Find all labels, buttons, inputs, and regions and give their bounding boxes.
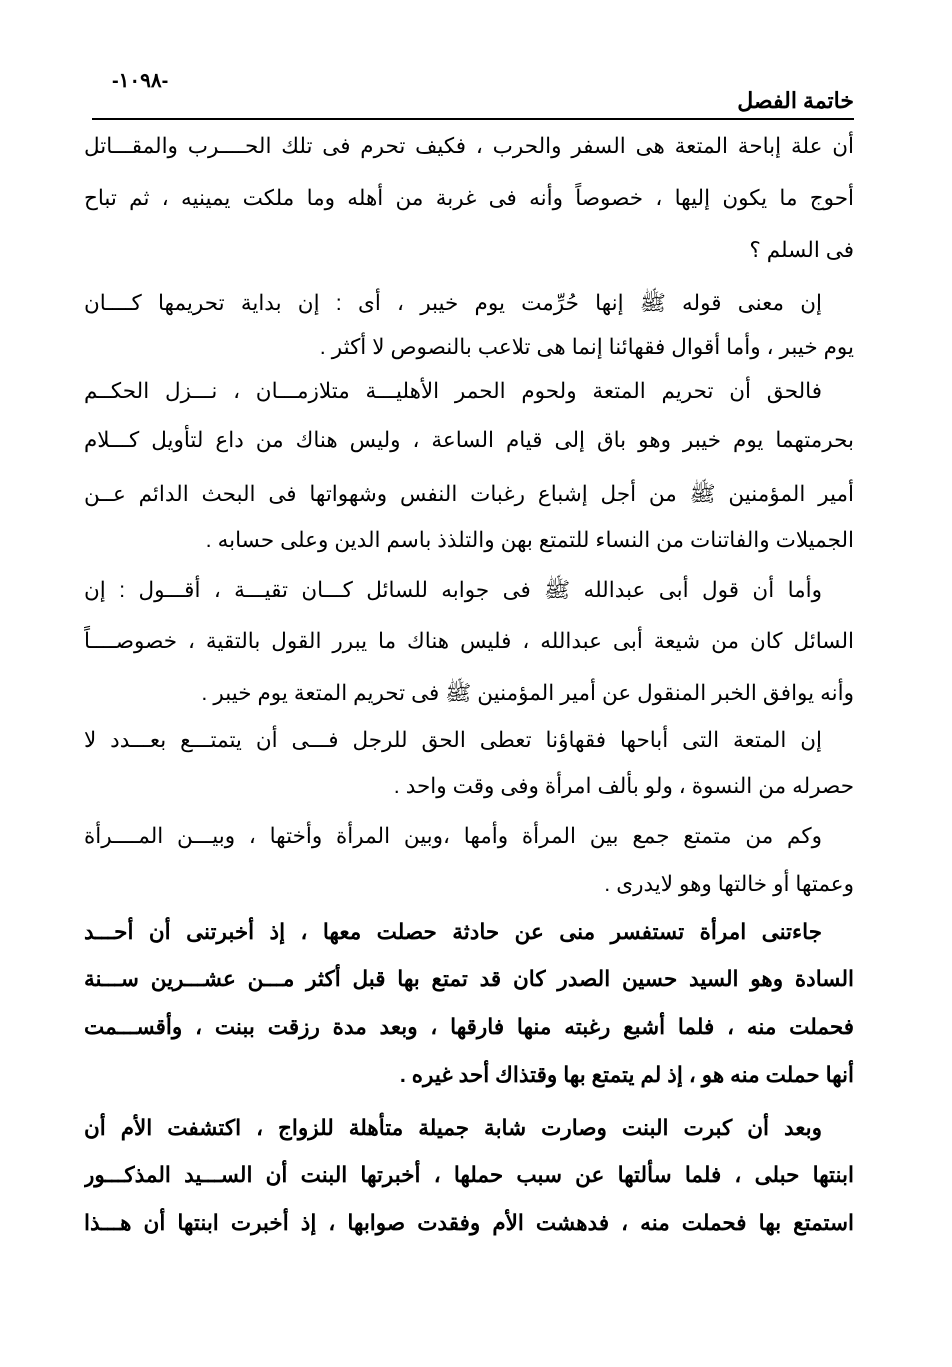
text-line: إن المتعة التى أباحها فقهاؤنا تعطى الحق للرجل فـــى أن يتمتـــع بعـــدد لا bbox=[84, 728, 822, 752]
text-line: يوم خيبر ، وأما أقوال فقهائنا إنما هى تلاعب بالنصوص لا أكثر . bbox=[319, 335, 854, 359]
text-line: فى السلم ؟ bbox=[749, 238, 854, 262]
text-line: وعمتها أو خالتها وهو لايدرى . bbox=[604, 872, 854, 896]
page-number: -١٠٩٨- bbox=[112, 70, 169, 92]
text-line: أحوج ما يكون إليها ، خصوصاً وأنه فى غربة من أهله وما ملكت يمينيه ، ثم تباح bbox=[84, 186, 854, 210]
text-line: أنها حملت منه هو ، إذ لم يتمتع بها وقتذاك أحد غيره . bbox=[399, 1063, 854, 1087]
text-line: حصرله من النسوة ، ولو بألف امرأة وفى وقت واحد . bbox=[393, 774, 854, 798]
text-line: استمتع بها فحملت منه ، فدهشت الأم وفقدت صوابها ، إذ أخبرت ابنتها أن هـــذا bbox=[84, 1211, 854, 1235]
text-line: إن معنى قوله ﷺ إنها حُرِّمت يوم خيبر ، أى : إن بداية تحريمها كــــان bbox=[84, 291, 822, 315]
text-line: السائل كان من شيعة أبى عبدالله ، فليس هناك ما يبرر القول بالتقية ، خصوصــــاً bbox=[84, 629, 854, 653]
text-line: أمير المؤمنين ﷺ من أجل إشباع رغبات النفس وشهواتها فى البحث الدائم عــن bbox=[84, 482, 854, 506]
text-line: أن علة إباحة المتعة هى السفر والحرب ، فكيف تحرم فى تلك الحــــرب والمقـــاتل bbox=[84, 134, 854, 158]
text-line: بحرمتهما يوم خيبر وهو باق إلى قيام الساعة ، وليس هناك من داع لتأويل كـــلام bbox=[84, 428, 854, 452]
text-line: وأما أن قول أبى عبدالله ﷺ فى جوابه للسائل كـــان تقيـــة ، أقـــول : إن bbox=[84, 578, 822, 602]
text-line: وكم من متمتع جمع بين المرأة وأمها ،وبين المرأة وأختها ، وبيـــن المــــرأة bbox=[84, 824, 822, 848]
text-line: الجميلات والفاتنات من النساء للتمتع بهن والتلذذ باسم الدين وعلى حسابه . bbox=[205, 528, 854, 552]
text-line: السادة وهو السيد حسين الصدر كان قد تمتع بها قبل أكثر مـــن عشـــرين ســـنة bbox=[84, 967, 854, 991]
text-line: ابنتها حبلى ، فلما سألتها عن سبب حملها ، أخبرتها البنت أن الســـيد المذكـــور bbox=[84, 1163, 854, 1187]
text-line: وبعد أن كبرت البنت وصارت شابة جميلة متأهلة للزواج ، اكتشفت الأم أن bbox=[84, 1116, 822, 1140]
section-title: خاتمة الفصل bbox=[737, 88, 854, 113]
text-line: فحملت منه ، فلما أشبع رغبته منها فارقها ، وبعد مدة رزقت ببنت ، وأقســـمت bbox=[84, 1015, 854, 1039]
text-line: فالحق أن تحريم المتعة ولحوم الحمر الأهليـــة متلازمـــان ، نـــزل الحكــم bbox=[84, 379, 822, 403]
header-rule bbox=[92, 118, 854, 120]
text-line: جاءتنى امرأة تستفسر منى عن حادثة حصلت معها ، إذ أخبرتنى أن أحـــد bbox=[84, 920, 822, 944]
text-line: وأنه يوافق الخبر المنقول عن أمير المؤمنين ﷺ فى تحريم المتعة يوم خيبر . bbox=[201, 681, 854, 705]
